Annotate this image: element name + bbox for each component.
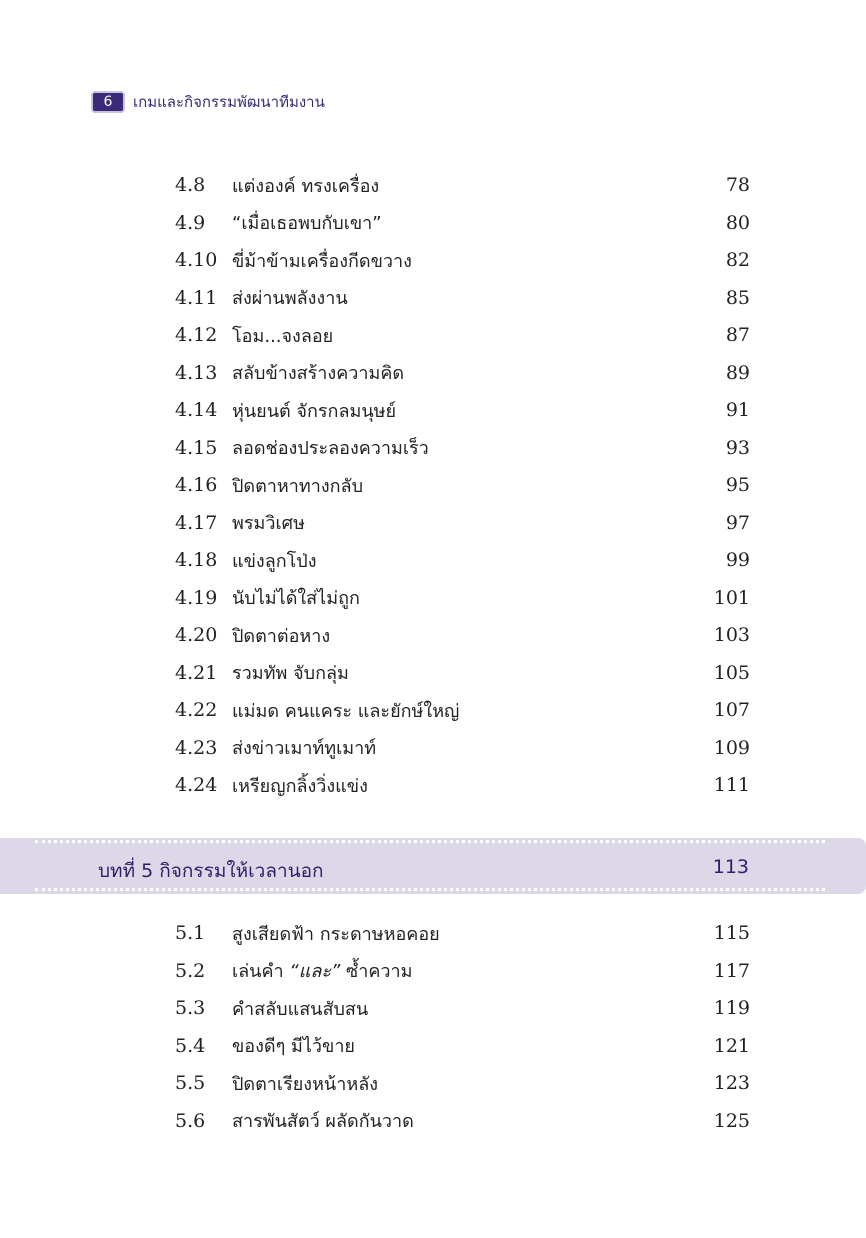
entry-page: 80	[725, 211, 750, 234]
toc-entry[interactable]	[175, 283, 750, 313]
toc-entry[interactable]	[175, 1031, 750, 1061]
entry-number: 5.1	[175, 922, 206, 944]
toc-entry[interactable]	[175, 433, 750, 463]
entry-page: 115	[713, 922, 750, 944]
dotted-divider	[35, 888, 825, 891]
toc-entry[interactable]	[175, 320, 750, 350]
entry-page: 91	[725, 399, 750, 421]
entry-number: 5.2	[175, 959, 206, 982]
entry-title: แข่งลูกโป่ง	[232, 550, 317, 572]
entry-title: แต่งองค์ ทรงเครื่อง	[232, 175, 380, 197]
toc-entry[interactable]	[175, 695, 750, 725]
entry-number: 4.11	[175, 286, 218, 309]
entry-number: 4.17	[175, 511, 218, 534]
chapter-title[interactable]: บทที่ 5 กิจกรรมให้เวลานอก	[98, 860, 324, 882]
entry-page: 121	[713, 1034, 750, 1057]
entry-title: รวมทัพ จับกลุ่ม	[232, 663, 349, 684]
toc-entry[interactable]	[175, 245, 750, 275]
running-header	[91, 90, 325, 114]
entry-title: ลอดช่องประลองความเร็ว	[232, 438, 429, 459]
entry-page: 97	[725, 511, 750, 534]
toc-entry[interactable]	[175, 918, 750, 948]
entry-page: 119	[713, 997, 750, 1019]
dotted-divider	[35, 840, 825, 843]
entry-title: โอม...จงลอย	[232, 325, 334, 347]
entry-number: 5.4	[175, 1034, 206, 1057]
toc-entry[interactable]	[175, 956, 750, 986]
entry-number: 4.12	[175, 324, 218, 346]
entry-number: 4.13	[175, 361, 218, 384]
entry-title: ปิดตาต่อหาง	[232, 625, 331, 647]
entry-title: ปิดตาหาทางกลับ	[232, 475, 364, 497]
entry-title: เหรียญกลิ้งวิ่งแข่ง	[232, 775, 368, 797]
entry-title: ของดีๆ มีไว้ขาย	[232, 1036, 355, 1057]
page-number-badge: 6	[91, 91, 125, 113]
entry-number: 4.8	[175, 174, 206, 196]
entry-title	[232, 956, 714, 985]
entry-number: 4.18	[175, 549, 218, 571]
entry-number: 4.15	[175, 436, 218, 459]
toc-entry[interactable]	[175, 170, 750, 200]
entry-number: 4.19	[175, 586, 218, 609]
entry-number: 4.22	[175, 699, 218, 721]
title-emphasis: “และ”	[289, 961, 341, 982]
toc-entry[interactable]	[175, 583, 750, 613]
toc-entry[interactable]	[175, 508, 750, 538]
entry-number: 4.24	[175, 774, 218, 796]
entry-title: นับไม่ได้ใส่ไม่ถูก	[232, 588, 360, 609]
entry-title: หุ่นยนต์ จักรกลมนุษย์	[232, 400, 397, 422]
toc-entry[interactable]	[175, 993, 750, 1023]
entry-page: 89	[725, 361, 750, 384]
toc-entry[interactable]	[175, 1068, 750, 1098]
entry-title: ขี่ม้าข้ามเครื่องกีดขวาง	[232, 250, 412, 272]
toc-entry[interactable]	[175, 620, 750, 650]
entry-page: 103	[713, 624, 750, 646]
toc-entry[interactable]	[175, 733, 750, 763]
entry-title: พรมวิเศษ	[232, 513, 305, 534]
entry-number: 5.3	[175, 997, 206, 1019]
entry-page: 78	[725, 174, 750, 196]
entry-title: สารพันสัตว์ ผลัดกันวาด	[232, 1111, 414, 1132]
title-part: เล่นคำ	[232, 961, 290, 982]
entry-page: 95	[725, 474, 750, 496]
entry-number: 4.10	[175, 249, 218, 271]
toc-entry[interactable]	[175, 1106, 750, 1136]
entry-number: 4.16	[175, 474, 218, 496]
toc-entry[interactable]	[175, 470, 750, 500]
entry-title: “เมื่อเธอพบกับเขา”	[232, 213, 382, 234]
entry-number: 4.21	[175, 661, 218, 684]
entry-number: 4.9	[175, 211, 206, 234]
entry-number: 4.23	[175, 736, 218, 759]
toc-entry[interactable]	[175, 770, 750, 800]
entry-number: 5.5	[175, 1072, 206, 1094]
entry-page: 99	[725, 549, 750, 571]
chapter-page: 113	[712, 856, 749, 878]
entry-title: สูงเสียดฟ้า กระดาษหอคอย	[232, 923, 440, 945]
entry-page: 85	[725, 286, 750, 309]
entry-page: 87	[725, 324, 750, 346]
entry-page: 117	[713, 959, 750, 982]
entry-page: 105	[713, 661, 750, 684]
entry-page: 123	[713, 1072, 750, 1094]
entry-page: 82	[725, 249, 750, 271]
entry-title: ส่งผ่านพลังงาน	[232, 288, 348, 309]
title-part: ซ้ำความ	[340, 961, 413, 982]
entry-title: สลับข้างสร้างความคิด	[232, 363, 405, 384]
entry-title: แม่มด คนแคระ และยักษ์ใหญ่	[232, 700, 460, 722]
toc-entry[interactable]	[175, 358, 750, 388]
entry-page: 125	[713, 1109, 750, 1132]
entry-title: คำสลับแสนสับสน	[232, 998, 369, 1020]
toc-entry[interactable]	[175, 208, 750, 238]
entry-page: 111	[713, 774, 750, 796]
entry-page: 109	[713, 736, 750, 759]
entry-number: 4.14	[175, 399, 218, 421]
entry-page: 101	[713, 586, 750, 609]
entry-number: 4.20	[175, 624, 218, 646]
entry-page: 107	[713, 699, 750, 721]
toc-entry[interactable]	[175, 658, 750, 688]
entry-number: 5.6	[175, 1109, 206, 1132]
entry-title: ปิดตาเรียงหน้าหลัง	[232, 1073, 379, 1095]
entry-title: ส่งข่าวเมาท์ทูเมาท์	[232, 738, 377, 759]
entry-page: 93	[725, 436, 750, 459]
book-title: เกมและกิจกรรมพัฒนาทีมงาน	[133, 93, 325, 111]
toc-entry[interactable]	[175, 545, 750, 575]
toc-entry[interactable]	[175, 395, 750, 425]
